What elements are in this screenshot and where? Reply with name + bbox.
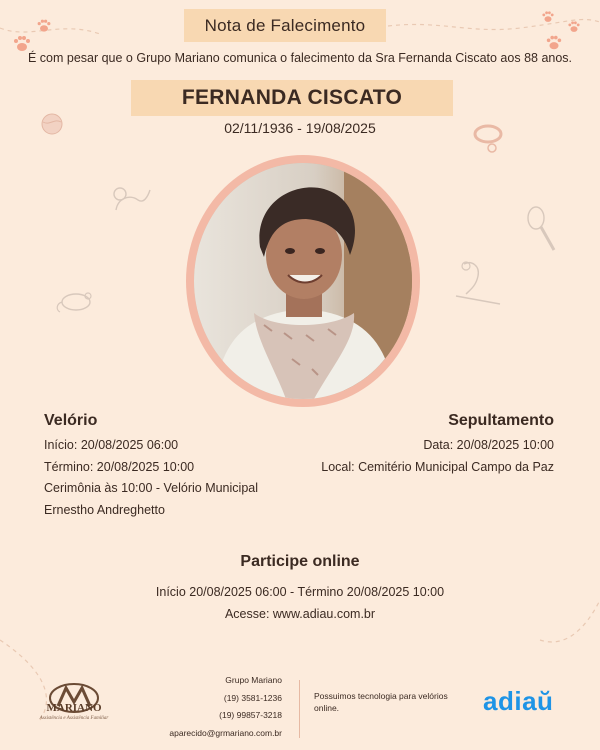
velorio-termino: Término: 20/08/2025 10:00 <box>44 459 195 474</box>
sepultamento-local: Local: Cemitério Municipal Campo da Paz <box>321 459 554 474</box>
notice-banner <box>184 9 386 42</box>
velorio-cerimonia: Cerimônia às 10:00 - Velório Municipal <box>44 481 258 495</box>
mariano-logo <box>34 680 114 728</box>
life-dates: 02/11/1936 - 19/08/2025 <box>224 120 376 136</box>
name-banner <box>131 80 453 116</box>
paw-icon <box>567 20 581 34</box>
company-name: Grupo Mariano <box>225 675 282 685</box>
paw-icon <box>541 10 555 24</box>
intro-text: É com pesar que o Grupo Mariano comunica o falecimento da Sra Fernanda Ciscato aos 88 anos. <box>27 51 573 65</box>
sepultamento-title: Sepultamento <box>448 412 554 429</box>
notice-title: Nota de Falecimento <box>204 15 366 35</box>
sepultamento-section <box>274 412 554 478</box>
online-link[interactable]: Acesse: www.adiau.com.br <box>224 607 376 621</box>
email-link[interactable]: aparecido@grmariano.com.br <box>169 727 282 738</box>
velorio-inicio: Início: 20/08/2025 06:00 <box>44 438 179 452</box>
online-title: Participe online <box>240 553 360 570</box>
deceased-name: FERNANDA CISCATO <box>181 86 403 109</box>
velorio-section <box>44 412 294 521</box>
phone-mobile[interactable]: (19) 99857-3218 <box>219 710 282 720</box>
adiau-logo: adiaŭ <box>483 686 554 716</box>
brush-icon <box>524 206 560 254</box>
paw-icon <box>36 18 52 34</box>
portrait-photo <box>194 163 412 399</box>
cat-sketch-icon <box>110 180 154 220</box>
footer-divider <box>299 680 300 738</box>
velorio-title: Velório <box>44 412 98 429</box>
contact-info <box>160 672 282 742</box>
phone-landline[interactable]: (19) 3581-1236 <box>223 692 282 703</box>
portrait-frame <box>186 155 420 407</box>
paw-icon <box>545 34 563 52</box>
mariano-logo-text: MARIANO <box>46 702 102 714</box>
bird-icon <box>452 254 504 306</box>
velorio-local: Ernestho Andreghetto <box>44 502 165 517</box>
sepultamento-data: Data: 20/08/2025 10:00 <box>423 438 554 452</box>
online-schedule: Início 20/08/2025 06:00 - Término 20/08/2025 10:00 <box>155 585 445 599</box>
mouse-toy-icon <box>54 286 98 314</box>
mariano-logo-tagline: Assistência e Assistência Familiar <box>39 716 109 721</box>
tech-note: Possuimos tecnologia para velórios online. <box>314 691 448 713</box>
